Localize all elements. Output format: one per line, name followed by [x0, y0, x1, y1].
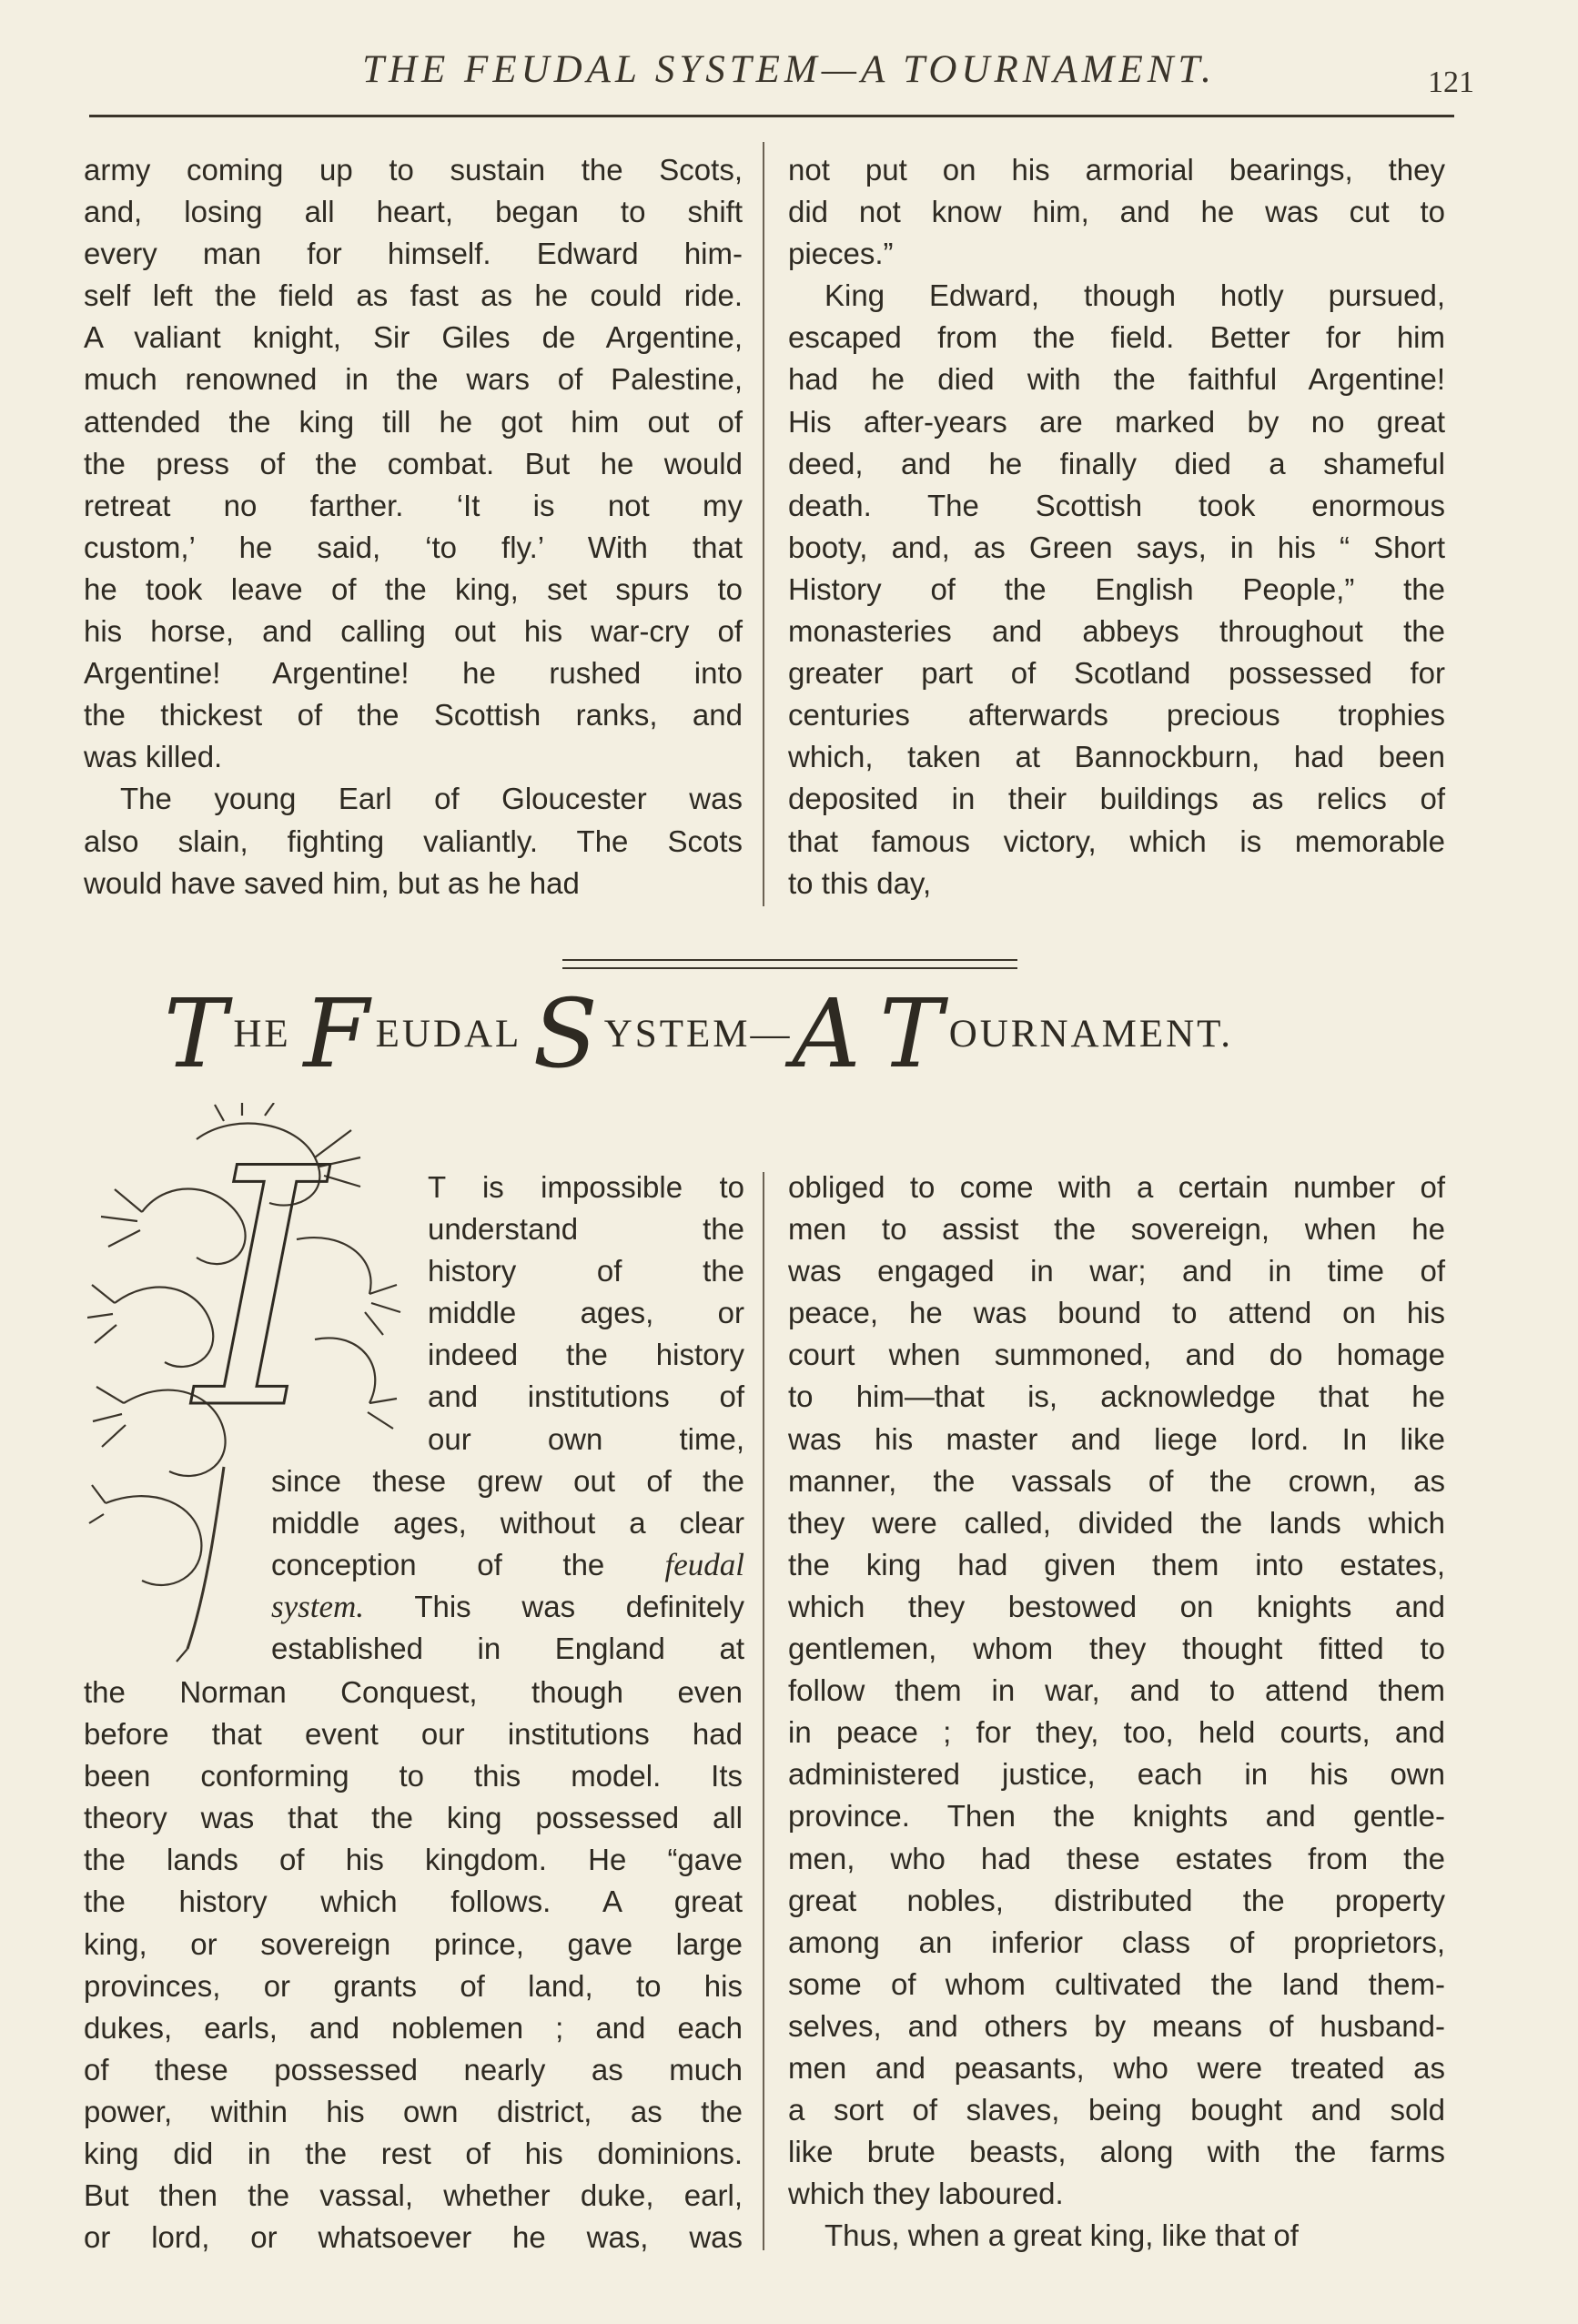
text-line: every man for himself. Edward him- [84, 237, 743, 271]
text-line: men and peasants, who were treated as [788, 2050, 1445, 2085]
text-line: had he died with the faithful Argentine! [788, 362, 1445, 397]
text-line: the thickest of the Scottish ranks, and [84, 698, 743, 733]
text-line: dukes, earls, and noblemen ; and each [84, 2010, 743, 2045]
text-line: his horse, and calling out his war-cry of [84, 614, 743, 649]
text-line: selves, and others by means of husband- [788, 2008, 1445, 2043]
running-title: THE FEUDAL SYSTEM—A TOURNAMENT. [362, 48, 1216, 91]
title-capital: F [303, 978, 372, 1089]
text-line: history of the [428, 1254, 744, 1288]
text-line: indeed the history [428, 1338, 744, 1372]
text-line: which they laboured. [788, 2177, 1064, 2211]
text-line: or lord, or whatsoever he was, was [84, 2220, 743, 2255]
text-line: gentlemen, whom they thought fitted to [788, 1632, 1445, 1666]
text-line: like brute beasts, along with the farms [788, 2135, 1445, 2169]
text-line: administered justice, each in his own [788, 1757, 1445, 1792]
text-line: follow them in war, and to attend them [788, 1673, 1445, 1708]
text-line: obliged to come with a certain number of [788, 1170, 1445, 1204]
text-line: to him—that is, acknowledge that he [788, 1379, 1445, 1414]
text-line: understand the [428, 1212, 744, 1247]
title-text [867, 1013, 880, 1056]
text-line: greater part of Scotland possessed for [788, 656, 1445, 691]
text-line: system. This was definitely [271, 1589, 745, 1625]
text-line: power, within his own district, as the [84, 2094, 743, 2128]
text-line: also slain, fighting valiantly. The Scots [84, 824, 743, 858]
text-line: the press of the combat. But he would [84, 446, 743, 480]
text-line: which they bestowed on knights and [788, 1589, 1445, 1623]
text-line: deed, and he finally died a shameful [788, 446, 1445, 480]
text-line: T is impossible to [428, 1170, 744, 1204]
upper-right-column [788, 149, 1445, 904]
text-line: centuries afterwards precious trophies [788, 698, 1445, 733]
lower-right-column [788, 1167, 1445, 2257]
text-line: self left the field as fast as he could ride. [84, 278, 743, 313]
text-line: escaped from the field. Better for him [788, 320, 1445, 355]
italic-term: system. [271, 1589, 415, 1625]
text-line: king did in the rest of his dominions. [84, 2137, 743, 2171]
text-line: been conforming to this model. Its [84, 1759, 743, 1794]
text-line: Argentine! Argentine! he rushed into [84, 656, 743, 691]
text-line: booty, and, as Green says, in his “ Short [788, 530, 1445, 564]
text-line: our own time, [428, 1421, 744, 1456]
text-line: to this day, [788, 865, 932, 900]
text-line: of these possessed nearly as much [84, 2052, 743, 2087]
text-line: province. Then the knights and gentle- [788, 1799, 1445, 1834]
upper-left-column [84, 149, 743, 904]
dropcap-letter: I [195, 1103, 326, 1480]
upper-column-divider [763, 142, 764, 906]
text-line: a sort of slaves, being bought and sold [788, 2093, 1445, 2127]
text-line: king, or sovereign prince, gave large [84, 1926, 743, 1961]
text-line: the king had given them into estates, [788, 1547, 1445, 1581]
text-line: and, losing all heart, began to shift [84, 195, 743, 229]
text-line: and institutions of [428, 1379, 744, 1414]
text-line: the lands of his kingdom. He “gave [84, 1843, 743, 1877]
title-capital: A [792, 978, 864, 1089]
text-line: was engaged in war; and in time of [788, 1254, 1445, 1288]
text-line: provinces, or grants of land, to his [84, 1968, 743, 2003]
title-text: OURNAMENT. [948, 1013, 1233, 1056]
text-line: theory was that the king possessed all [84, 1801, 743, 1835]
title-text: HE [233, 1013, 304, 1056]
title-capital: T [164, 978, 230, 1089]
text-line: army coming up to sustain the Scots, [84, 153, 743, 187]
text-line: But then the vassal, whether duke, earl, [84, 2178, 743, 2213]
title-text: EUDAL [375, 1013, 533, 1056]
lower-column-divider [763, 1172, 764, 2250]
text-line: did not know him, and he was cut to [788, 195, 1445, 229]
italic-term: feudal [604, 1547, 744, 1583]
title-capital: S [532, 978, 601, 1089]
text-line: not put on his armorial bearings, they [788, 153, 1445, 187]
text-line: middle ages, without a clear [271, 1506, 744, 1541]
text-line: was killed. [84, 740, 223, 774]
text-line: monasteries and abbeys throughout the [788, 614, 1445, 649]
text-line: men to assist the sovereign, when he [788, 1212, 1445, 1247]
text-line: court when summoned, and do homage [788, 1338, 1445, 1372]
text-line: retreat no farther. ‘It is not my [84, 488, 743, 522]
text-line: the history which follows. A great [84, 1884, 743, 1919]
text-line: that famous victory, which is memorable [788, 824, 1445, 858]
text-line: among an inferior class of proprietors, [788, 1925, 1445, 1959]
text-line: History of the English People,” the [788, 571, 1445, 606]
text-line: The young Earl of Gloucester was [120, 782, 743, 816]
text-line: middle ages, or [428, 1296, 744, 1330]
text-line: men, who had these estates from the [788, 1841, 1445, 1875]
text-line: great nobles, distributed the property [788, 1883, 1445, 1917]
text-line: conception of the feudal [271, 1547, 744, 1583]
text-line: A valiant knight, Sir Giles de Argentine, [84, 320, 743, 355]
text-line: deposited in their buildings as relics of [788, 782, 1445, 816]
text-line: much renowned in the wars of Palestine, [84, 362, 743, 397]
text-line: was his master and liege lord. In like [788, 1421, 1445, 1456]
text-line: King Edward, though hotly pursued, [824, 278, 1445, 313]
text-line: custom,’ he said, ‘to fly.’ With that [84, 530, 743, 564]
lower-left-column-medium [271, 1460, 744, 1670]
text-line: Thus, when a great king, like that of [824, 2218, 1299, 2253]
text-line: pieces.” [788, 237, 894, 271]
text-line: they were called, divided the lands which [788, 1505, 1445, 1540]
text-line: would have saved him, but as he had [84, 865, 580, 900]
text-line: some of whom cultivated the land them- [788, 1966, 1445, 2001]
section-rule-top [562, 959, 1017, 961]
text-line: in peace ; for they, too, held courts, and [788, 1715, 1445, 1750]
section-rule-bottom [562, 967, 1017, 969]
text-line: peace, he was bound to attend on his [788, 1296, 1445, 1330]
title-text: YSTEM— [603, 1013, 793, 1056]
section-title [164, 978, 1438, 1089]
page-number: 121 [1428, 66, 1474, 99]
text-line: he took leave of the king, set spurs to [84, 571, 743, 606]
text-line: His after-years are marked by no great [788, 404, 1445, 439]
text-line: established in England at [271, 1632, 744, 1666]
text-line: the Norman Conquest, though even [84, 1675, 743, 1709]
header-rule [89, 115, 1454, 117]
lower-left-column-full [84, 1672, 743, 2258]
text-line: manner, the vassals of the crown, as [788, 1463, 1445, 1498]
text-line: attended the king till he got him out of [84, 404, 743, 439]
text-line: before that event our institutions had [84, 1717, 743, 1752]
lower-left-column-narrow [428, 1167, 744, 1460]
text-line: since these grew out of the [271, 1464, 744, 1498]
title-capital: T [879, 978, 946, 1089]
text-line: death. The Scottish took enormous [788, 488, 1445, 522]
text-line: which, taken at Bannockburn, had been [788, 740, 1445, 774]
